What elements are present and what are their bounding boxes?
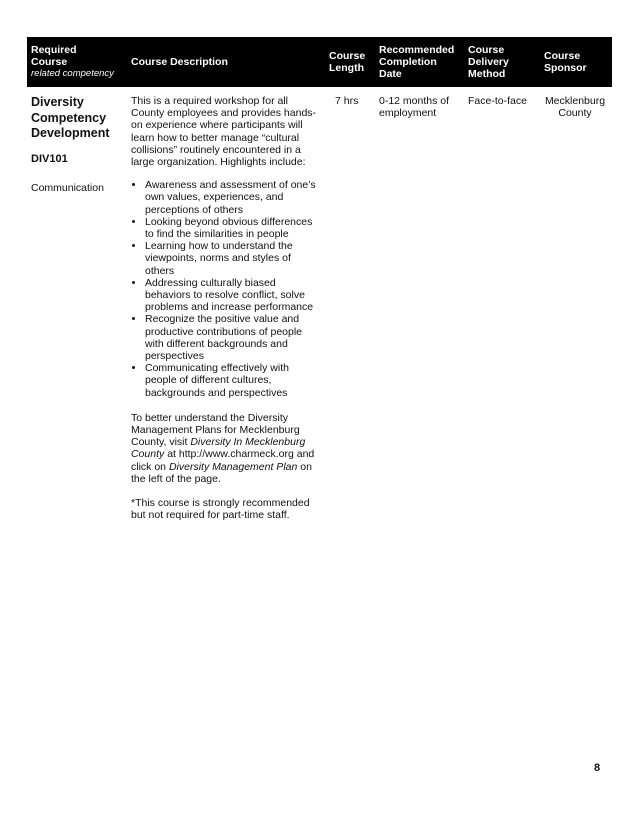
diversity-plan-reference: Diversity Management Plan [168, 460, 298, 473]
highlights-list [131, 179, 321, 399]
course-table [27, 37, 612, 522]
course-intro: This is a required workshop for all County employees and provides hands-on experience where participants will learn how to better manage “cultural collisions” routinely encountered in a large organization. Highlights include: [131, 95, 317, 169]
page-number: 8 [594, 762, 601, 774]
course-title: Diversity Competency Development [31, 95, 110, 140]
delivery-method-cell: Face-to-face [468, 95, 527, 107]
course-code: DIV101 [31, 152, 68, 165]
header-course-description: Course Description [131, 56, 228, 68]
table-header [27, 37, 612, 87]
header-related-competency: related competency [31, 68, 114, 79]
course-description-cell [131, 95, 321, 522]
header-delivery-method: Course Delivery Method [468, 44, 509, 80]
more-info-paragraph: To better understand the Diversity Management Plans for Mecklenburg County, visit Diversity In Mecklenburg County at http://www.charmeck.org and click on Diversity Management Plan on the left of the page. [131, 411, 315, 485]
list-item: • Addressing culturally biased behaviors to resolve conflict, solve problems and increase performance [145, 277, 321, 314]
list-item: • Looking beyond obvious differences to find the similarities in people [145, 216, 321, 240]
course-competency: Communication [31, 181, 104, 194]
completion-date-cell: 0-12 months of employment [379, 95, 450, 120]
course-sponsor-cell: Mecklenburg County [544, 95, 606, 120]
course-name-cell [31, 95, 127, 194]
part-time-note: *This course is strongly recommended but not required for part-time staff. [131, 497, 310, 522]
list-item: • Communicating effectively with people of different cultures, backgrounds and perspectives [145, 362, 321, 399]
header-required-course: Required Course related competency [31, 37, 127, 87]
header-completion-date: Recommended Completion Date [379, 44, 455, 80]
course-length-cell: 7 hrs [335, 95, 359, 107]
list-item: • Learning how to understand the viewpoints, norms and styles of others [145, 240, 321, 277]
list-item: • Recognize the positive value and productive contributions of people with different backgrounds and perspectives [145, 313, 321, 362]
diversity-site-reference: Diversity In Mecklenburg County [131, 436, 306, 461]
header-course-sponsor: Course Sponsor [544, 50, 587, 74]
header-course-length: Course Length [329, 50, 366, 74]
list-item: • Awareness and assessment of one’s own values, experiences, and perceptions of others [145, 179, 321, 216]
